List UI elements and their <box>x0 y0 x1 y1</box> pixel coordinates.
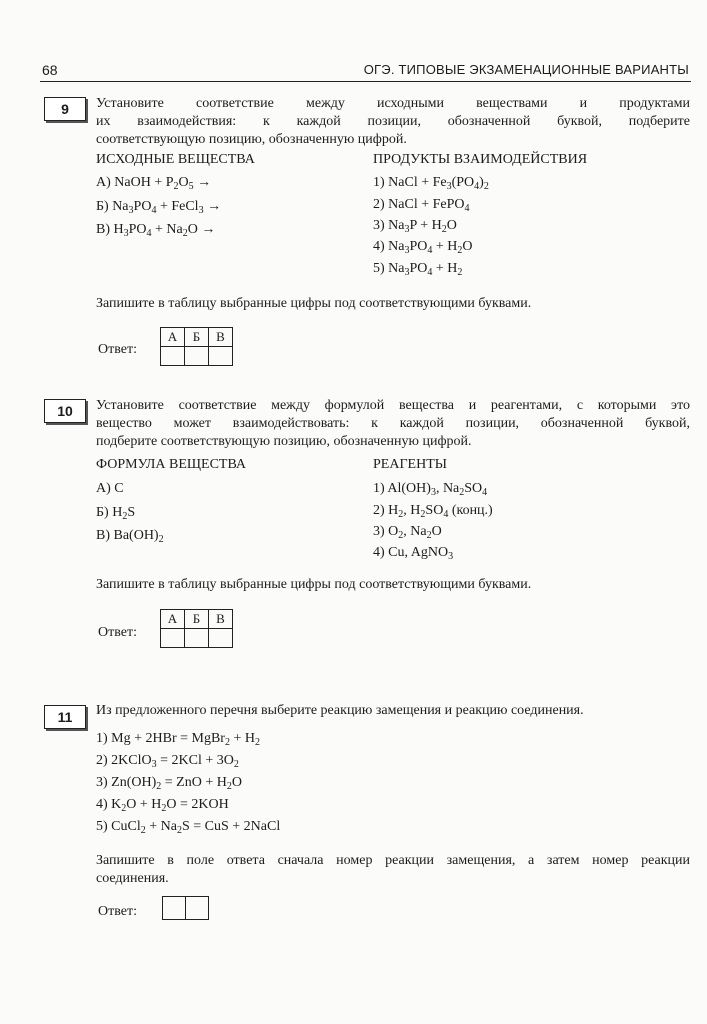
right-item: 3) $O_2$, $Na_2O$ <box>373 524 442 541</box>
right-item: 2) NaCl + FePO$_4$ <box>373 197 470 214</box>
answer-cell-combination[interactable] <box>186 897 209 920</box>
answer-header-cell: В <box>209 610 233 629</box>
answer-header-cell: В <box>209 328 233 347</box>
answer-cell-b[interactable] <box>185 347 209 366</box>
left-item: А) С <box>96 481 124 496</box>
task-text-line: подберите соответствующую позицию, обозначенную цифрой. <box>96 434 472 449</box>
task-number-box <box>44 705 86 729</box>
right-item: 4) Cu, AgNO$_3$ <box>373 545 454 562</box>
right-column-heading: ПРОДУКТЫ ВЗАИМОДЕЙСТВИЯ <box>373 152 588 167</box>
answer-label: Ответ: <box>98 904 137 919</box>
answer-table <box>160 327 233 366</box>
right-column-heading: РЕАГЕНТЫ <box>373 457 447 472</box>
task-number: 11 <box>57 709 73 725</box>
task-text-line: Из предложенного перечня выберите реакцию замещения и реакцию соединения. <box>96 703 584 718</box>
answer-label: Ответ: <box>98 342 137 357</box>
page-number: 68 <box>42 62 58 78</box>
left-item: Б) $H_2S$ <box>96 505 136 522</box>
left-item: Б) $Na_3PO_4$ + FeCl$_3$ → <box>96 199 222 216</box>
right-item: 4) $Na_3PO_4 + H_2O$ <box>373 239 473 256</box>
task-number-box <box>44 97 86 121</box>
answer-header-cell: Б <box>185 328 209 347</box>
left-item: А) NaOH + $P_2O_5$ → <box>96 175 212 192</box>
right-item: 1) NaCl + $Fe_3(PO_4)_2$ <box>373 175 489 192</box>
task-text-line: их взаимодействия: к каждой позиции, обозначенной буквой, подберите <box>96 114 690 129</box>
running-header-title: ОГЭ. ТИПОВЫЕ ЭКЗАМЕНАЦИОННЫЕ ВАРИАНТЫ <box>363 62 689 77</box>
reaction-item: 3) $Zn(OH)_2$ = ZnO + $H_2O$ <box>96 775 242 792</box>
reaction-item: 5) CuCl$_2$ + $Na_2S$ = CuS + 2NaCl <box>96 819 281 836</box>
task-text-line: соответствующую позицию, обозначенную цифрой. <box>96 132 407 147</box>
reaction-item: 4) $K_2O + H_2O = 2KOH$ <box>96 797 229 814</box>
right-item: 2) $H_2$, $H_2SO_4$ (конц.) <box>373 503 493 520</box>
answer-cell-substitution[interactable] <box>163 897 186 920</box>
answer-cell-c[interactable] <box>209 629 233 648</box>
answer-header-cell: А <box>161 328 185 347</box>
reaction-item: 2) 2KClO$_3$ = $2KCl + 3O_2$ <box>96 753 239 770</box>
instruction-text: Запишите в поле ответа сначала номер реакции замещения, а затем номер реакции <box>96 853 690 868</box>
answer-cell-a[interactable] <box>161 347 185 366</box>
answer-field <box>162 896 209 920</box>
task-number: 9 <box>61 101 69 117</box>
answer-label: Ответ: <box>98 625 137 640</box>
left-column-heading: ФОРМУЛА ВЕЩЕСТВА <box>96 457 247 472</box>
answer-cell-a[interactable] <box>161 629 185 648</box>
right-item: 1) $Al(OH)_3$, $Na_2SO_4$ <box>373 481 488 498</box>
answer-header-cell: Б <box>185 610 209 629</box>
task-number: 10 <box>57 403 73 419</box>
instruction-text: Запишите в таблицу выбранные цифры под соответствующими буквами. <box>96 577 532 592</box>
task-number-box <box>44 399 86 423</box>
task-text-line: вещество может взаимодействовать: к каждой позиции, обозначенной буквой, <box>96 416 690 431</box>
task-text-line: Установите соответствие между исходными веществами и продуктами <box>96 96 690 111</box>
left-item: В) $Ba(OH)_2$ <box>96 528 164 545</box>
left-item: В) $H_3PO_4 + Na_2O$ → <box>96 222 216 239</box>
right-item: 5) $Na_3PO_4 + H_2$ <box>373 261 463 278</box>
answer-cell-c[interactable] <box>209 347 233 366</box>
instruction-text: Запишите в таблицу выбранные цифры под соответствующими буквами. <box>96 296 532 311</box>
right-item: 3) $Na_3P + H_2O$ <box>373 218 457 235</box>
task-text-line: Установите соответствие между формулой вещества и реагентами, с которыми это <box>96 398 690 413</box>
answer-header-cell: А <box>161 610 185 629</box>
answer-cell-b[interactable] <box>185 629 209 648</box>
left-column-heading: ИСХОДНЫЕ ВЕЩЕСТВА <box>96 152 255 167</box>
instruction-text: соединения. <box>96 871 169 886</box>
answer-table <box>160 609 233 648</box>
reaction-item: 1) Mg + 2HBr = MgBr$_2$ + $H_2$ <box>96 731 260 748</box>
header-rule <box>40 81 691 82</box>
